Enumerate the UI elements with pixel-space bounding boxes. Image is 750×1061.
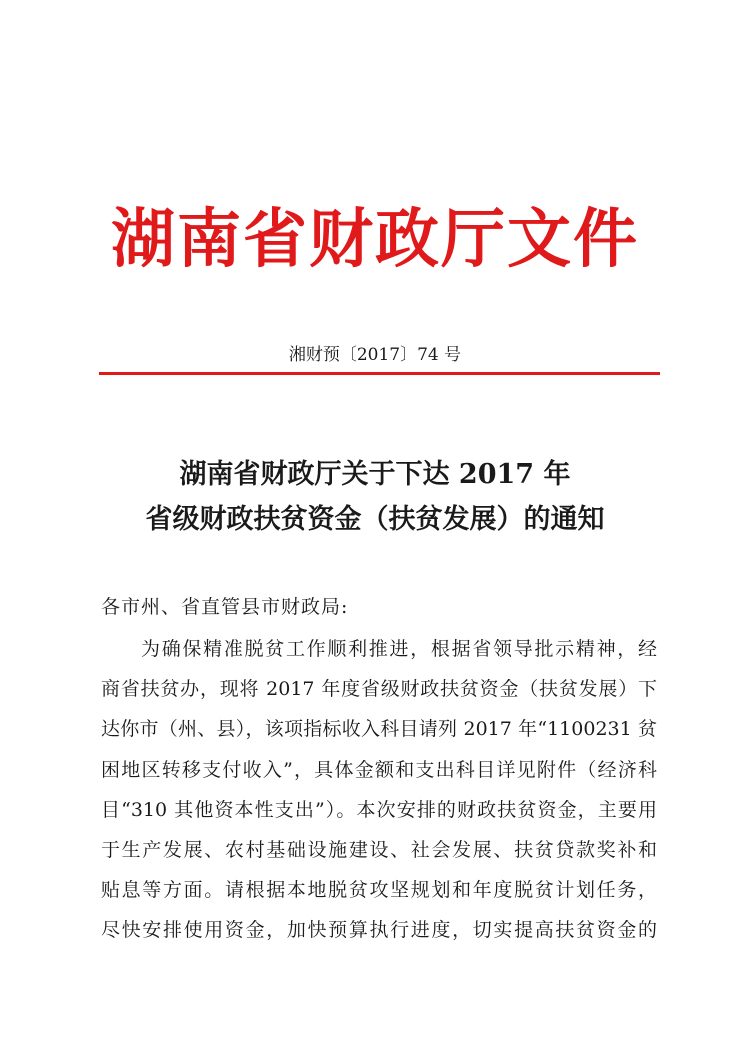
body-line: 贴息等方面。请根据本地脱贫攻坚规划和年度脱贫计划任务， <box>101 879 657 902</box>
body-line: 目“310 其他资本性支出”）。本次安排的财政扶贫资金，主要用 <box>101 798 657 821</box>
body-line: 于生产发展、农村基础设施建设、社会发展、扶贫贷款奖补和 <box>101 838 657 861</box>
body-line: 商省扶贫办，现将 2017 年度省级财政扶贫资金（扶贫发展）下 <box>101 678 657 701</box>
title-line-2: 省级财政扶贫资金（扶贫发展）的通知 <box>145 504 605 535</box>
document-masthead: 湖南省财政厅文件 <box>111 203 639 277</box>
document-title <box>0 452 750 542</box>
title-line-1: 湖南省财政厅关于下达 2017 年 <box>179 459 571 490</box>
red-divider-rule <box>99 372 660 375</box>
body-line: 为确保精准脱贫工作顺利推进，根据省领导批示精神，经 <box>141 638 657 660</box>
document-number: 湘财预〔2017〕74 号 <box>288 345 462 365</box>
body-line: 困地区转移支付收入”，具体金额和支出科目详见附件（经济科 <box>101 758 657 781</box>
body-line: 尽快安排使用资金，加快预算执行进度，切实提高扶贫资金的 <box>101 919 657 942</box>
body-line: 达你市（州、县），该项指标收入科目请列 2017 年“1100231 贫 <box>101 718 657 741</box>
salutation: 各市州、省直管县市财政局: <box>101 596 349 618</box>
body-text <box>101 629 657 951</box>
